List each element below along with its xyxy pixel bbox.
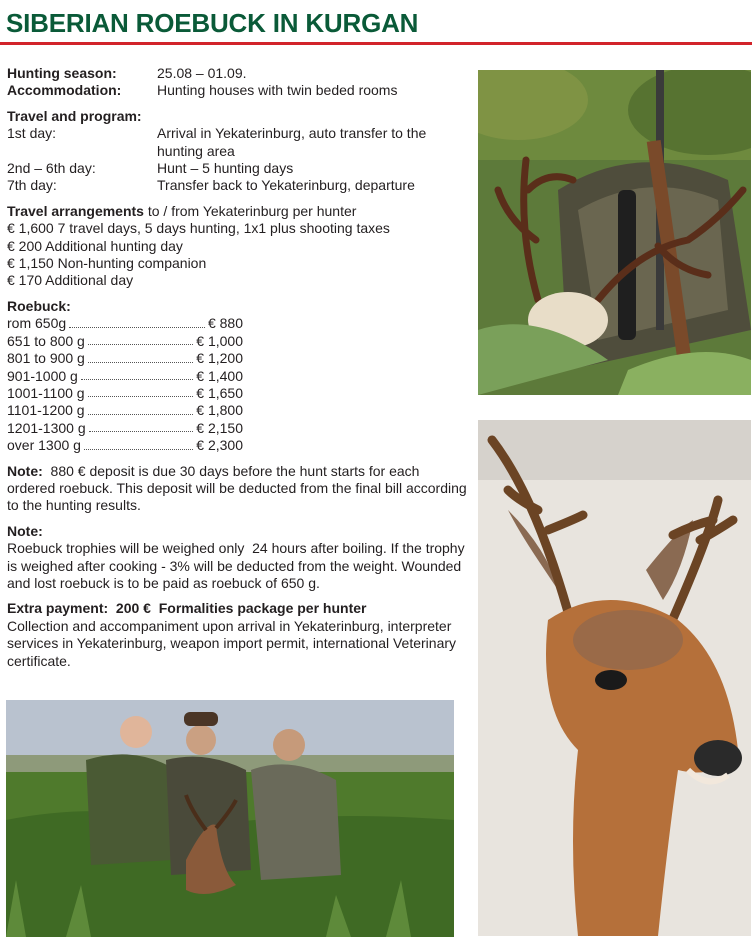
price-row <box>7 402 243 419</box>
arrangement-line: € 200 Additional hunting day <box>7 237 183 254</box>
accommodation-label: Accommodation: <box>7 82 122 99</box>
season-row <box>7 65 469 82</box>
price-row <box>7 350 243 367</box>
price-row <box>7 368 243 385</box>
program-day-row <box>7 125 469 160</box>
weight-range: rom 650g <box>7 315 67 332</box>
weight-range: 901-1000 g <box>7 367 78 384</box>
program-desc: Hunt – 5 hunting days <box>157 160 294 177</box>
program-day: 2nd – 6th day: <box>7 160 96 177</box>
price-value: € 1,650 <box>196 384 243 401</box>
program-day: 7th day: <box>7 177 57 194</box>
weight-range: 1201-1300 g <box>7 419 86 436</box>
price-value: € 880 <box>207 315 243 332</box>
arrangement-line: € 170 Additional day <box>7 272 134 289</box>
price-row <box>7 315 243 332</box>
accommodation-row <box>7 82 469 99</box>
rifle-antlers-photo <box>478 70 751 395</box>
program-desc: Arrival in Yekaterinburg, auto transfer to the hunting area <box>157 125 427 159</box>
weight-range: over 1300 g <box>7 437 81 454</box>
price-row <box>7 385 243 402</box>
hunters-group-photo <box>6 700 454 937</box>
price-row <box>7 420 243 437</box>
price-value: € 2,150 <box>196 419 243 436</box>
mounted-roebuck-photo <box>478 420 751 936</box>
weight-range: 651 to 800 g <box>7 332 85 349</box>
weight-range: 801 to 900 g <box>7 350 85 367</box>
program-day-row <box>7 177 469 194</box>
roebuck-heading: Roebuck: <box>7 297 71 314</box>
page-title: SIBERIAN ROEBUCK IN KURGAN <box>6 8 419 38</box>
title-underline <box>0 42 752 45</box>
info-column <box>7 65 469 670</box>
note-text: 880 € deposit is due 30 days before the hunt starts for each ordered roebuck. This deposit will be deducted from the final bill according to the hunting results. <box>7 462 471 514</box>
note-label: Note: <box>7 462 43 479</box>
price-value: € 1,000 <box>196 332 243 349</box>
program-day-row <box>7 160 469 177</box>
price-value: € 1,400 <box>196 367 243 384</box>
weight-range: 1001-1100 g <box>7 384 85 401</box>
price-row <box>7 437 243 454</box>
extra-payment-text: Collection and accompaniment upon arrival in Yekaterinburg, interpreter services in Yekaterinburg, weapon import permit, international Veterinary certificate. <box>7 617 457 669</box>
arrangements-heading: Travel arrangements <box>7 202 144 219</box>
program-heading: Travel and program: <box>7 107 142 124</box>
price-value: € 1,200 <box>196 350 243 367</box>
accommodation-value: Hunting houses with twin beded rooms <box>157 82 398 99</box>
arrangement-line: € 1,600 7 travel days, 5 days hunting, 1x1 plus shooting taxes <box>7 220 390 237</box>
price-value: € 2,300 <box>196 437 243 454</box>
weight-range: 1101-1200 g <box>7 402 85 419</box>
deposit-note <box>7 463 469 515</box>
arrangements-heading-suffix: to / from Yekaterinburg per hunter <box>143 202 357 219</box>
program-day: 1st day: <box>7 125 57 142</box>
price-row <box>7 333 243 350</box>
extra-payment-heading: Extra payment: 200 € Formalities package per hunter <box>7 600 367 617</box>
season-label: Hunting season: <box>7 65 117 81</box>
arrangements-heading-line <box>7 203 469 220</box>
program-desc: Transfer back to Yekaterinburg, departure <box>157 177 415 194</box>
trophy-note: Roebuck trophies will be weighed only 24 hours after boiling. If the trophy is weighed after cooking - 3% will be deducted from the weight. Wounded and lost roebuck is to be paid as roebuck of 650 g. <box>7 540 469 591</box>
arrangement-line: € 1,150 Non-hunting companion <box>7 255 207 272</box>
season-value: 25.08 – 01.09. <box>157 65 247 81</box>
price-value: € 1,800 <box>196 402 243 419</box>
note-label: Note: <box>7 522 43 539</box>
